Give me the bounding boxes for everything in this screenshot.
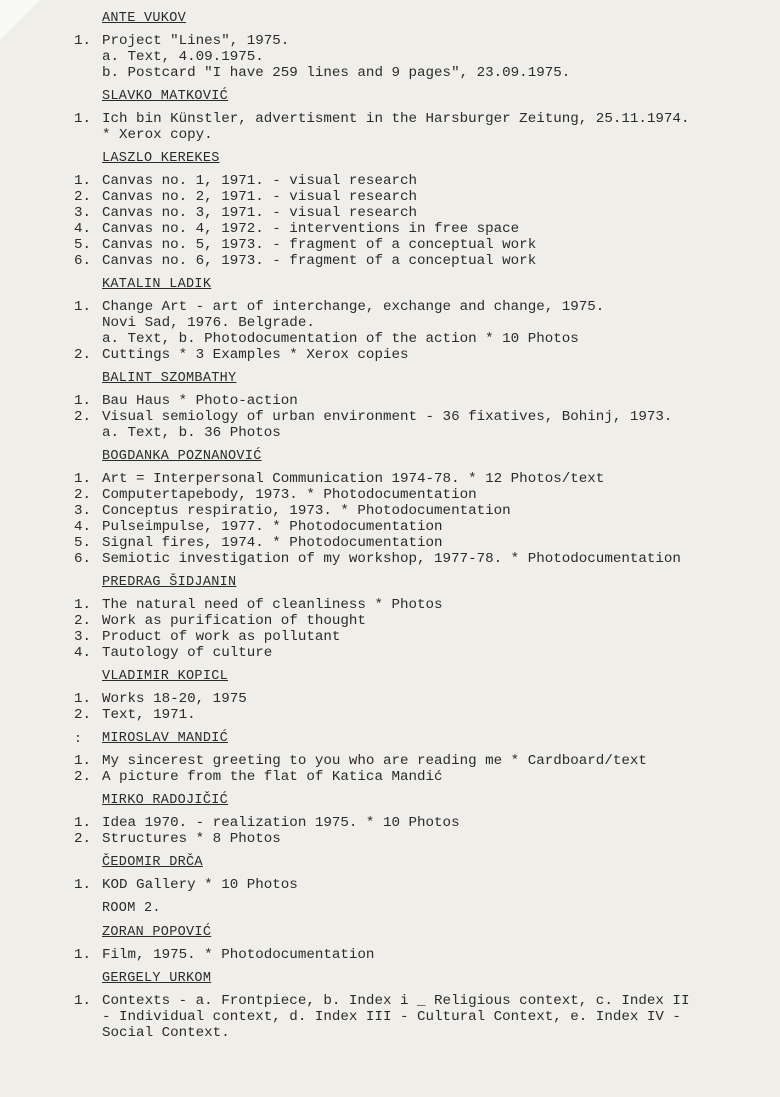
item-number: 1. (74, 111, 92, 127)
artist-heading: ZORAN POPOVIĆ (102, 925, 212, 940)
item-text: a. Text, b. 36 Photos (102, 425, 281, 441)
item-text: Bau Haus * Photo-action (102, 393, 298, 409)
item-text: Social Context. (102, 1025, 230, 1041)
list-item (74, 111, 774, 127)
artist-heading: ROOM 2. (102, 901, 161, 916)
list-item (74, 1009, 774, 1025)
item-text: Semiotic investigation of my workshop, 1977-78. * Photodocumentation (102, 551, 681, 567)
item-number: 4. (74, 221, 92, 237)
item-text: My sincerest greeting to you who are reading me * Cardboard/text (102, 753, 647, 769)
item-text: Text, 1971. (102, 707, 196, 723)
artist-heading: KATALIN LADIK (102, 277, 212, 292)
item-number: 1. (74, 947, 92, 963)
item-number: 4. (74, 519, 92, 535)
list-item (74, 315, 774, 331)
list-item (74, 1025, 774, 1041)
item-text: Canvas no. 4, 1972. - interventions in free space (102, 221, 520, 237)
list-item (74, 993, 774, 1009)
list-item (74, 393, 774, 409)
item-number: 1. (74, 691, 92, 707)
item-text: Pulseimpulse, 1977. * Photodocumentation (102, 519, 443, 535)
list-item (74, 691, 774, 707)
item-number (74, 127, 102, 143)
item-text: Project "Lines", 1975. (102, 33, 290, 49)
exhibition-list (74, 10, 774, 1041)
item-number: 1. (74, 753, 92, 769)
item-number (74, 1025, 102, 1041)
item-text: Conceptus respiratio, 1973. * Photodocumentation (102, 503, 511, 519)
item-text: Idea 1970. - realization 1975. * 10 Photos (102, 815, 460, 831)
item-text: Canvas no. 2, 1971. - visual research (102, 189, 418, 205)
item-text: Film, 1975. * Photodocumentation (102, 947, 375, 963)
item-number: 1. (74, 299, 92, 315)
list-item (74, 815, 774, 831)
list-item (74, 535, 774, 551)
list-item (74, 127, 774, 143)
item-text: b. Postcard "I have 259 lines and 9 pages", 23.09.1975. (102, 65, 571, 81)
item-number (74, 425, 102, 441)
artist-heading: SLAVKO MATKOVIĆ (102, 89, 229, 104)
item-number: 2. (74, 347, 92, 363)
artist-heading: MIROSLAV MANDIĆ (102, 731, 229, 746)
item-number: 1. (74, 33, 92, 49)
list-item (74, 769, 774, 785)
artist-heading: PREDRAG ŠIDJANIN (102, 575, 237, 590)
item-text: Visual semiology of urban environment - 36 fixatives, Bohinj, 1973. (102, 409, 673, 425)
list-item (74, 299, 774, 315)
item-number: 4. (74, 645, 92, 661)
item-number: 6. (74, 253, 92, 269)
list-item (74, 613, 774, 629)
item-number: 3. (74, 205, 92, 221)
item-number: 1. (74, 173, 92, 189)
list-item (74, 33, 774, 49)
list-item (74, 707, 774, 723)
item-number: 1. (74, 597, 92, 613)
folded-corner (0, 0, 40, 40)
item-text: * Xerox copy. (102, 127, 213, 143)
list-item (74, 877, 774, 893)
item-text: Canvas no. 1, 1971. - visual research (102, 173, 418, 189)
list-item (74, 189, 774, 205)
list-item (74, 409, 774, 425)
list-item (74, 753, 774, 769)
item-text: The natural need of cleanliness * Photos (102, 597, 443, 613)
list-item (74, 347, 774, 363)
item-number: 3. (74, 629, 92, 645)
list-item (74, 519, 774, 535)
list-item (74, 597, 774, 613)
item-text: Novi Sad, 1976. Belgrade. (102, 315, 315, 331)
item-number: 2. (74, 487, 92, 503)
item-number: 1. (74, 393, 92, 409)
item-number: 2. (74, 769, 92, 785)
artist-heading: MIRKO RADOJIČIĆ (102, 793, 229, 808)
item-number: 2. (74, 189, 92, 205)
item-text: Art = Interpersonal Communication 1974-78. * 12 Photos/text (102, 471, 605, 487)
artist-heading: ČEDOMIR DRČA (102, 855, 203, 870)
list-item (74, 831, 774, 847)
artist-heading: BALINT SZOMBATHY (102, 371, 237, 386)
item-text: Structures * 8 Photos (102, 831, 281, 847)
item-text: KOD Gallery * 10 Photos (102, 877, 298, 893)
item-text: Cuttings * 3 Examples * Xerox copies (102, 347, 409, 363)
list-item (74, 503, 774, 519)
item-number (74, 49, 102, 65)
list-item (74, 645, 774, 661)
item-number: 5. (74, 535, 92, 551)
item-text: Canvas no. 6, 1973. - fragment of a conceptual work (102, 253, 537, 269)
artist-heading: VLADIMIR KOPICL (102, 669, 229, 684)
item-number: 5. (74, 237, 92, 253)
item-number (74, 1009, 102, 1025)
list-item (74, 253, 774, 269)
item-number: 2. (74, 409, 92, 425)
item-number: 3. (74, 503, 92, 519)
item-number: 1. (74, 877, 92, 893)
list-item (74, 65, 774, 81)
item-number: 1. (74, 815, 92, 831)
item-number (74, 65, 102, 81)
item-text: A picture from the flat of Katica Mandić (102, 769, 443, 785)
list-item (74, 205, 774, 221)
item-text: Ich bin Künstler, advertisment in the Harsburger Zeitung, 25.11.1974. (102, 111, 690, 127)
list-item (74, 471, 774, 487)
list-item (74, 49, 774, 65)
list-item (74, 629, 774, 645)
artist-heading: BOGDANKA POZNANOVIĆ (102, 449, 262, 464)
item-number: 2. (74, 707, 92, 723)
list-item (74, 487, 774, 503)
item-text: Product of work as pollutant (102, 629, 341, 645)
item-text: Contexts - a. Frontpiece, b. Index i _ Religious context, c. Index II (102, 993, 690, 1009)
list-item (74, 551, 774, 567)
item-text: Change Art - art of interchange, exchange and change, 1975. (102, 299, 605, 315)
list-item (74, 237, 774, 253)
item-number: 1. (74, 993, 92, 1009)
item-number (74, 331, 102, 347)
artist-heading: LASZLO KEREKES (102, 151, 220, 166)
list-item (74, 173, 774, 189)
item-text: - Individual context, d. Index III - Cultural Context, e. Index IV - (102, 1009, 681, 1025)
item-text: Work as purification of thought (102, 613, 366, 629)
section-marker: : (74, 731, 82, 746)
list-item (74, 331, 774, 347)
item-text: a. Text, b. Photodocumentation of the action * 10 Photos (102, 331, 579, 347)
item-text: Works 18-20, 1975 (102, 691, 247, 707)
item-text: Canvas no. 3, 1971. - visual research (102, 205, 418, 221)
list-item (74, 221, 774, 237)
item-text: Computertapebody, 1973. * Photodocumentation (102, 487, 477, 503)
item-text: Signal fires, 1974. * Photodocumentation (102, 535, 443, 551)
item-text: Canvas no. 5, 1973. - fragment of a conceptual work (102, 237, 537, 253)
list-item (74, 425, 774, 441)
item-number: 2. (74, 613, 92, 629)
item-number: 6. (74, 551, 92, 567)
item-number: 2. (74, 831, 92, 847)
item-number (74, 315, 102, 331)
artist-heading: GERGELY URKOM (102, 971, 212, 986)
item-number: 1. (74, 471, 92, 487)
item-text: Tautology of culture (102, 645, 273, 661)
item-text: a. Text, 4.09.1975. (102, 49, 264, 65)
list-item (74, 947, 774, 963)
artist-heading: ANTE VUKOV (102, 11, 187, 26)
